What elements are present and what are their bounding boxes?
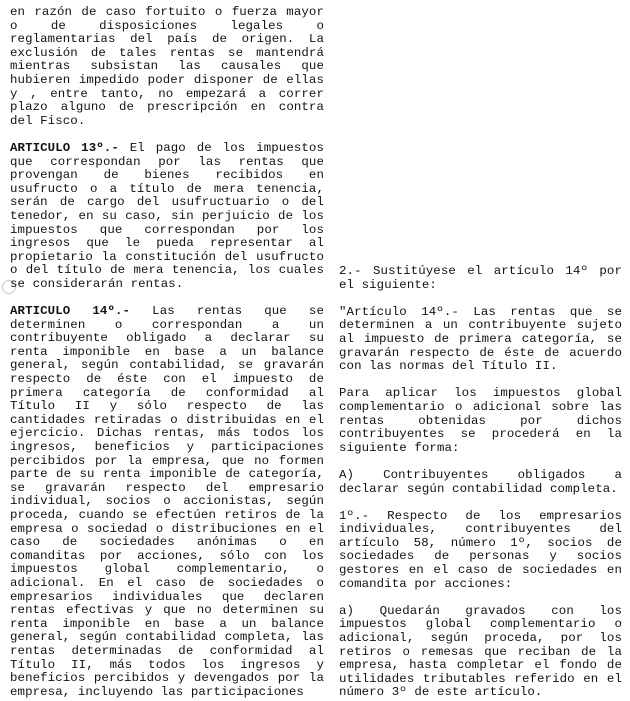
- article-13-paragraph: [10, 142, 324, 292]
- new-article-14-intro: "Artículo 14º.- Las rentas que se determinen a un contribuyente sujeto al impuesto de primera categoría, se gravarán respecto de éste de acuerdo con las normas del Título II.: [339, 304, 622, 374]
- item-a-withdrawals-taxed: a) Quedarán gravados con los impuestos global complementario o adicional, según proceda, por los retiros o remesas que reciban de la empresa, hasta completar el fondo de utilidades tributables referido en el número 3º de este artículo.: [339, 603, 622, 700]
- section-a-heading: A) Contribuyentes obligados a declarar según contabilidad completa.: [339, 467, 622, 496]
- amendment-item-2: 2.- Sustitúyese el artículo 14º por el siguiente:: [339, 264, 622, 292]
- global-tax-application: Para aplicar los impuestos global complementario o adicional sobre las rentas obtenidas por dichos contribuyentes se procederá en la siguiente forma:: [339, 386, 622, 455]
- right-column: [339, 265, 622, 700]
- item-1-individual-entrepreneurs: 1º.- Respecto de los empresarios individuales, contribuyentes del artículo 58, número 1º, socios de sociedades de personas y socios gestores en el caso de sociedades en comandita por acciones:: [339, 508, 622, 591]
- article-13-heading: ARTICULO 13º.-: [10, 140, 119, 155]
- paragraph-fortuitous-case: en razón de caso fortuito o fuerza mayor o de disposiciones legales o reglamentarias del país de origen. La exclusión de tales rentas se mantendrá mientras subsistan las causales que hubieren impedido poder disponer de ellas y , entre tanto, no empezará a correr plazo alguno de prescripción en contra del Fisco.: [10, 5, 324, 128]
- article-14-paragraph: [10, 305, 324, 699]
- article-14-text: Las rentas que se determinen o correspondan a un contribuyente obligado a declarar su renta imponible en base a un balance general, según contabilidad, se gravarán respecto de éste con el impuesto de primera categoría de conformidad al Título II y sólo respecto de las cantidades retiradas o distribuidas en el ejercicio. Dichas rentas, más todos los ingresos, beneficios y participaciones percibidos por la empresa, que no formen parte de su renta imponible de categoría, se gravarán respecto del empresario individual, socios o accionistas, según proceda, cuando se efectúen retiros de la empresa o sociedad o distribuciones en el caso de sociedades anónimas o en comanditas por acciones, sólo con los impuestos global complementario, o adicional. En el caso de sociedades o empresarios individuales que declaren rentas efectivas y que no determinen su renta imponible en base a un balance general, según contabilidad completa, las rentas determinadas de conformidad al Título II, más todos los ingresos y beneficios percibidos y devengados por la empresa, incluyendo las participaciones: [10, 304, 325, 699]
- article-13-text: El pago de los impuestos que correspondan por las rentas que provengan de bienes recibidos en usufructo o a título de mera tenencia, serán de cargo del usufructuario o del tenedor, en su caso, sin perjuicio de los impuestos que correspondan por los ingresos que le pueda representar al propietario la constitución del usufructo o del título de mera tenencia, los cuales se considerarán rentas.: [10, 140, 325, 291]
- left-column: [10, 6, 324, 699]
- article-14-heading: ARTICULO 14º.-: [10, 304, 131, 319]
